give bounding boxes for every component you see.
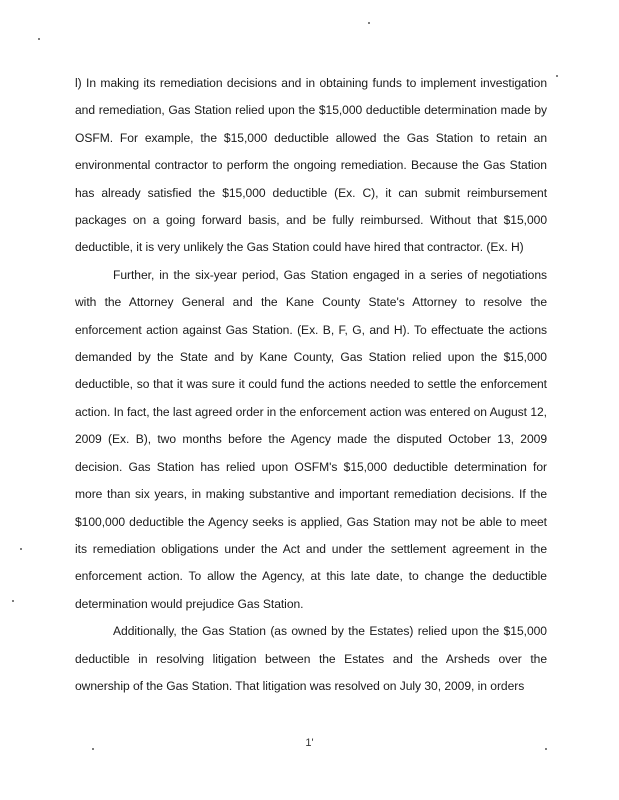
document-body — [75, 70, 547, 700]
scan-speck — [20, 548, 22, 550]
paragraph-remediation-decisions: l) In making its remediation decisions and in obtaining funds to implement investigation and remediation, Gas Station relied upon the $15,000 deductible determination made by OSFM. For example, the $15,000 deductible allowed the Gas Station to retain an environmental contractor to perform the ongoing remediation. Because the Gas Station has already satisfied the $15,000 deductible (Ex. C), it can submit reimbursement packages on a going forward basis, and be fully reimbursed. Without that $15,000 deductible, it is very unlikely the Gas Station could have hired that contractor. (Ex. H) — [75, 76, 547, 255]
page-number: 1' — [305, 737, 314, 749]
scan-speck — [556, 75, 558, 77]
scan-speck — [12, 600, 14, 602]
scan-speck — [545, 748, 547, 750]
paragraph-estates-litigation: Additionally, the Gas Station (as owned by the Estates) relied upon the $15,000 deductible in resolving litigation between the Estates and the Arsheds over the ownership of the Gas Station. That litigation was resolved on July 30, 2009, in orders — [75, 624, 547, 693]
scan-speck — [368, 22, 370, 24]
paragraph-six-year-negotiations: Further, in the six-year period, Gas Station engaged in a series of negotiations with the Attorney General and the Kane County State's Attorney to resolve the enforcement action against Gas Station. (Ex. B, F, G, and H). To effectuate the actions demanded by the State and by Kane County, Gas Station relied upon the $15,000 deductible, so that it was sure it could fund the actions needed to settle the enforcement action. In fact, the last agreed order in the enforcement action was entered on August 12, 2009 (Ex. B), two months before the Agency made the disputed October 13, 2009 decision. Gas Station has relied upon OSFM's $15,000 deductible determination for more than six years, in making substantive and important remediation decisions. If the $100,000 deductible the Agency seeks is applied, Gas Station may not be able to meet its remediation obligations under the Act and under the settlement agreement in the enforcement action. To allow the Agency, at this late date, to change the deductible determination would prejudice Gas Station. — [75, 267, 547, 611]
scan-speck — [38, 38, 40, 40]
scan-speck — [92, 748, 94, 750]
